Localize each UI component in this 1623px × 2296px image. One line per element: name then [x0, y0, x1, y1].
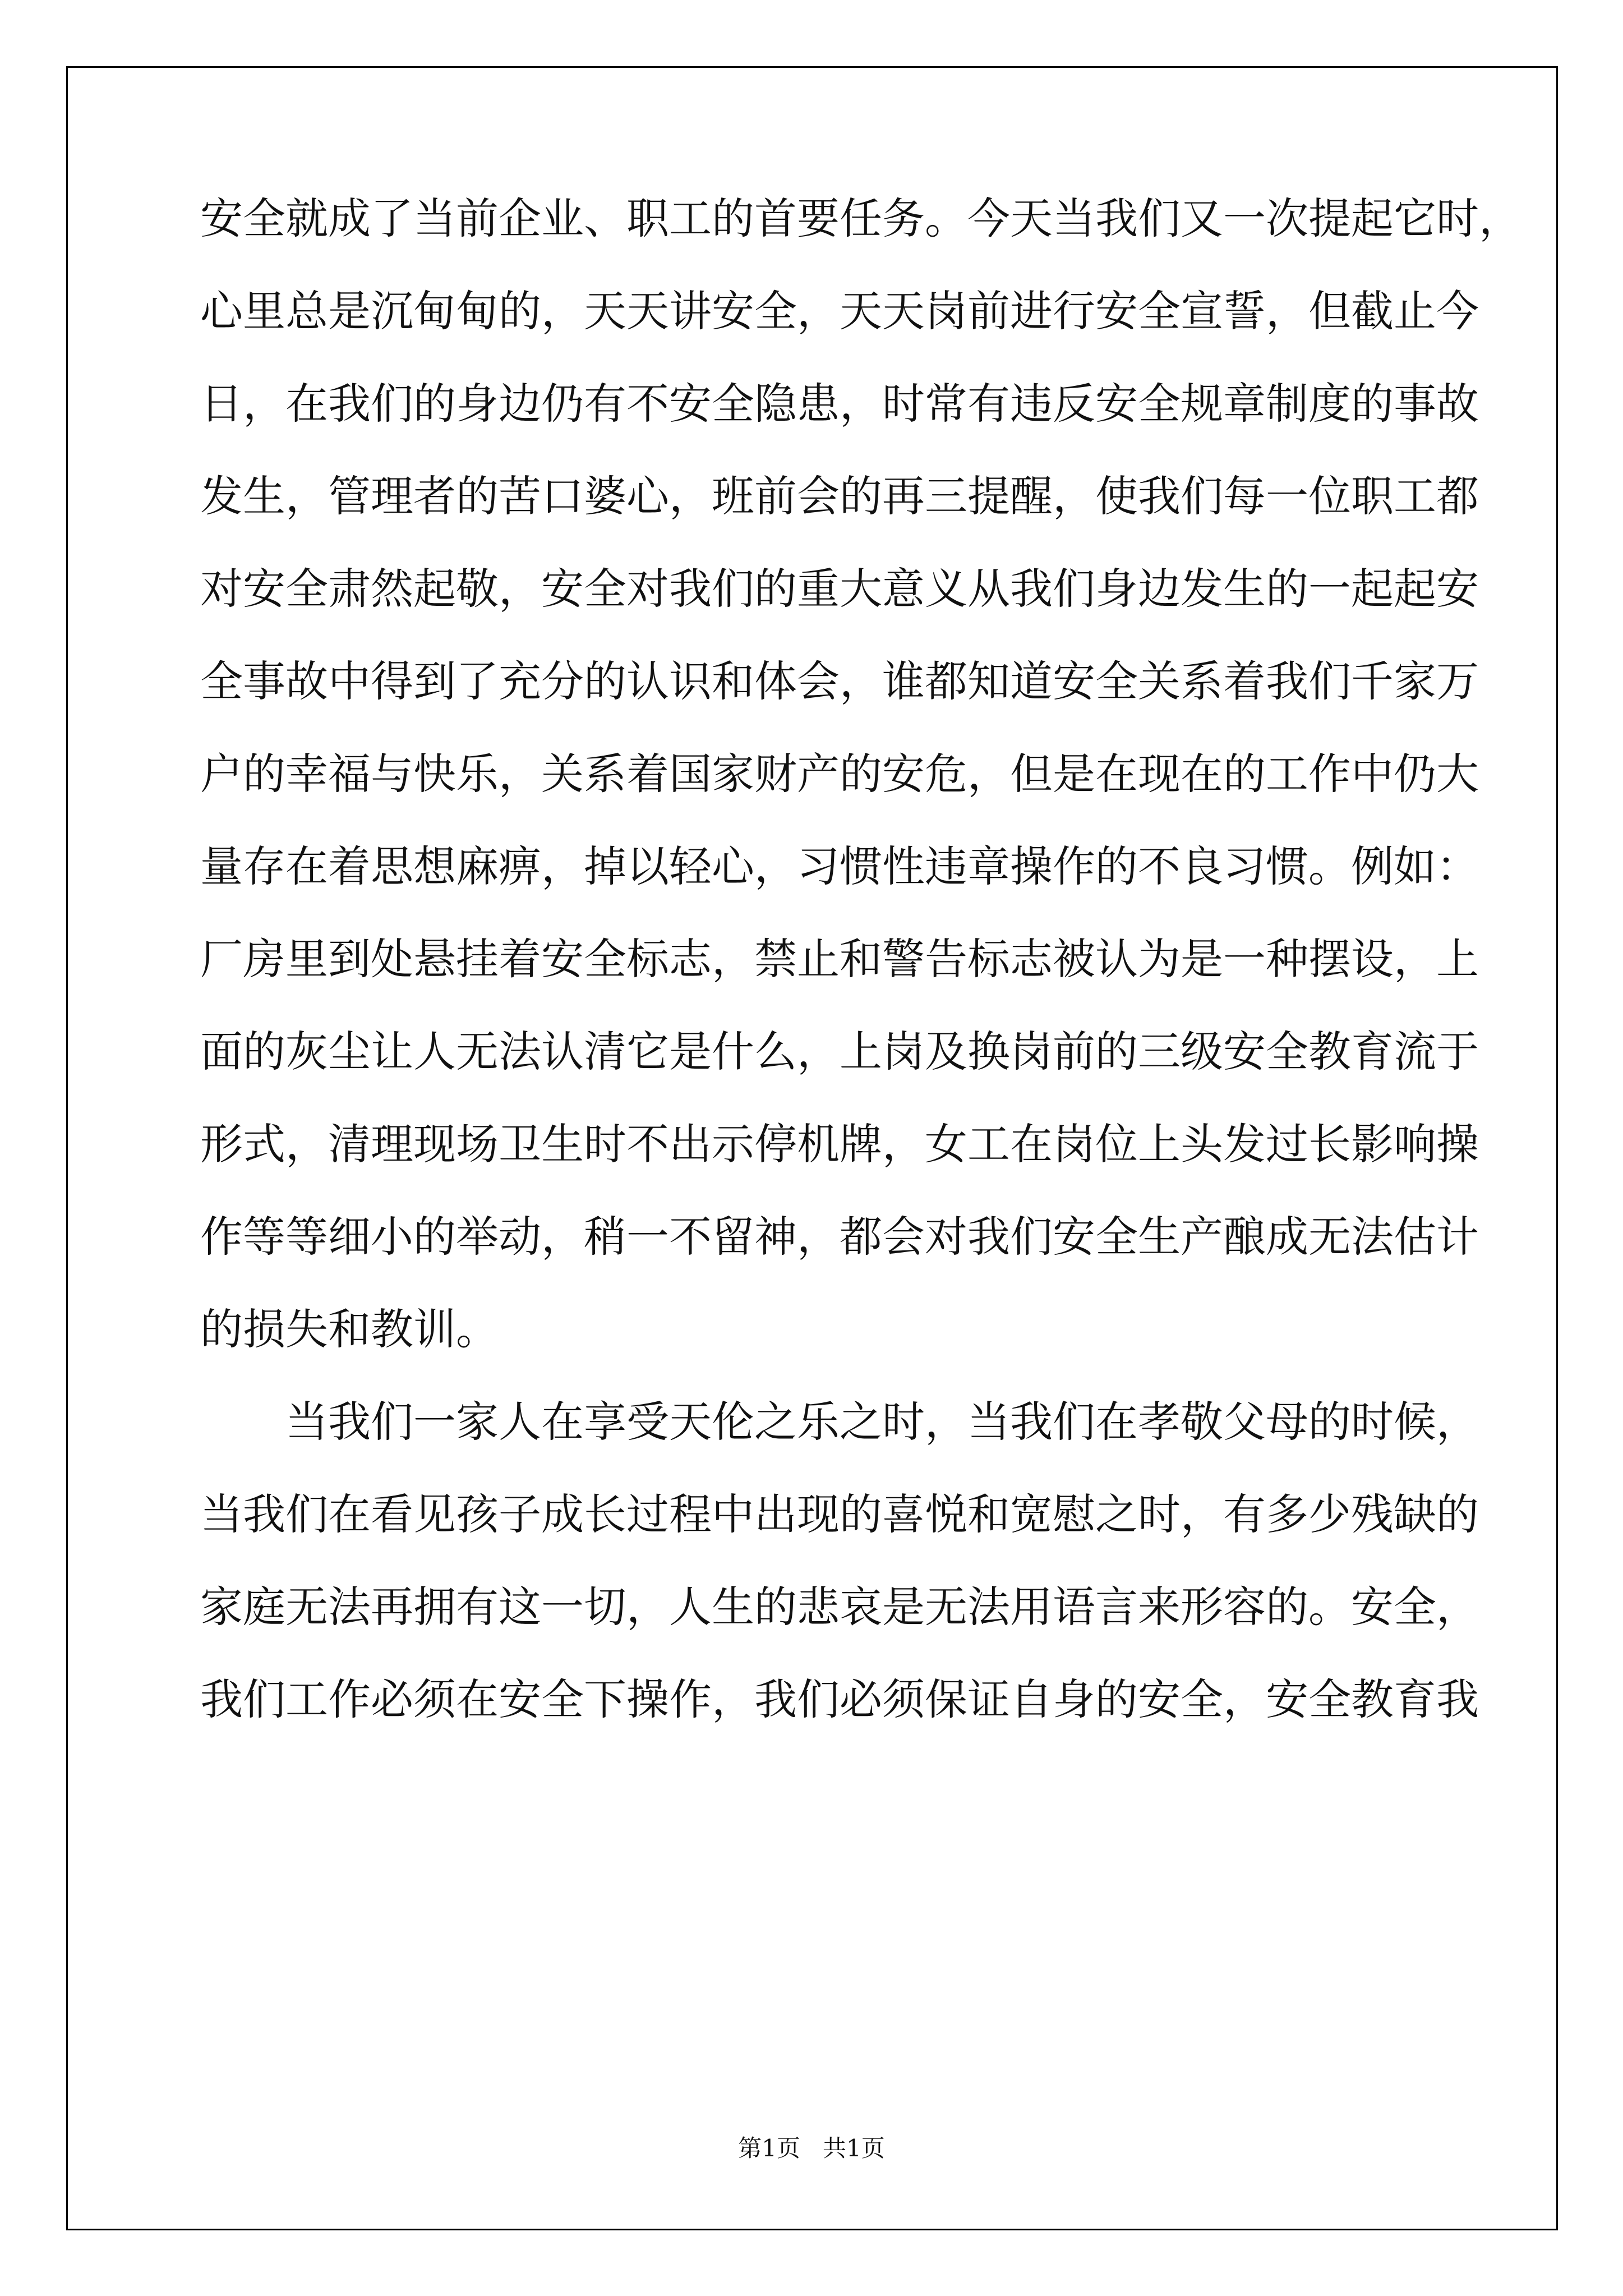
text-line-5: 对安全肃然起敬，安全对我们的重大意义从我们身边发生的一起起安: [200, 564, 1479, 614]
text-line-13: 的损失和教训。: [200, 1304, 499, 1354]
text-line-7: 户的幸福与快乐，关系着国家财产的安危，但是在现在的工作中仍大: [200, 749, 1479, 799]
text-line-1: 安全就成了当前企业、职工的首要任务。今天当我们又一次提起它时，: [200, 194, 1521, 243]
page-footer: 第1页 共1页: [738, 2134, 885, 2162]
text-line-3: 日，在我们的身边仍有不安全隐患，时常有违反安全规章制度的事故: [200, 379, 1479, 429]
text-line-9: 厂房里到处悬挂着安全标志，禁止和警告标志被认为是一种摆设，上: [200, 934, 1479, 984]
text-line-15: 当我们在看见孩子成长过程中出现的喜悦和宽慰之时，有多少残缺的: [200, 1489, 1479, 1539]
text-line-11: 形式，清理现场卫生时不出示停机牌，女工在岗位上头发过长影响操: [200, 1119, 1479, 1169]
text-line-16: 家庭无法再拥有这一切，人生的悲哀是无法用语言来形容的。安全，: [200, 1582, 1479, 1632]
text-line-14: 当我们一家人在享受天伦之乐之时，当我们在孝敬父母的时候，: [285, 1397, 1479, 1447]
text-line-2: 心里总是沉甸甸的，天天讲安全，天天岗前进行安全宣誓，但截止今: [200, 286, 1479, 336]
text-line-12: 作等等细小的举动，稍一不留神，都会对我们安全生产酿成无法估计: [200, 1212, 1479, 1262]
text-line-4: 发生，管理者的苦口婆心，班前会的再三提醒，使我们每一位职工都: [200, 471, 1479, 521]
text-line-8: 量存在着思想麻痹，掉以轻心，习惯性违章操作的不良习惯。例如：: [200, 841, 1479, 891]
document-body: [200, 194, 1521, 1771]
text-line-10: 面的灰尘让人无法认清它是什么，上岗及换岗前的三级安全教育流于: [200, 1027, 1479, 1076]
text-line-17: 我们工作必须在安全下操作，我们必须保证自身的安全，安全教育我: [200, 1674, 1479, 1724]
text-line-6: 全事故中得到了充分的认识和体会，谁都知道安全关系着我们千家万: [200, 656, 1479, 706]
